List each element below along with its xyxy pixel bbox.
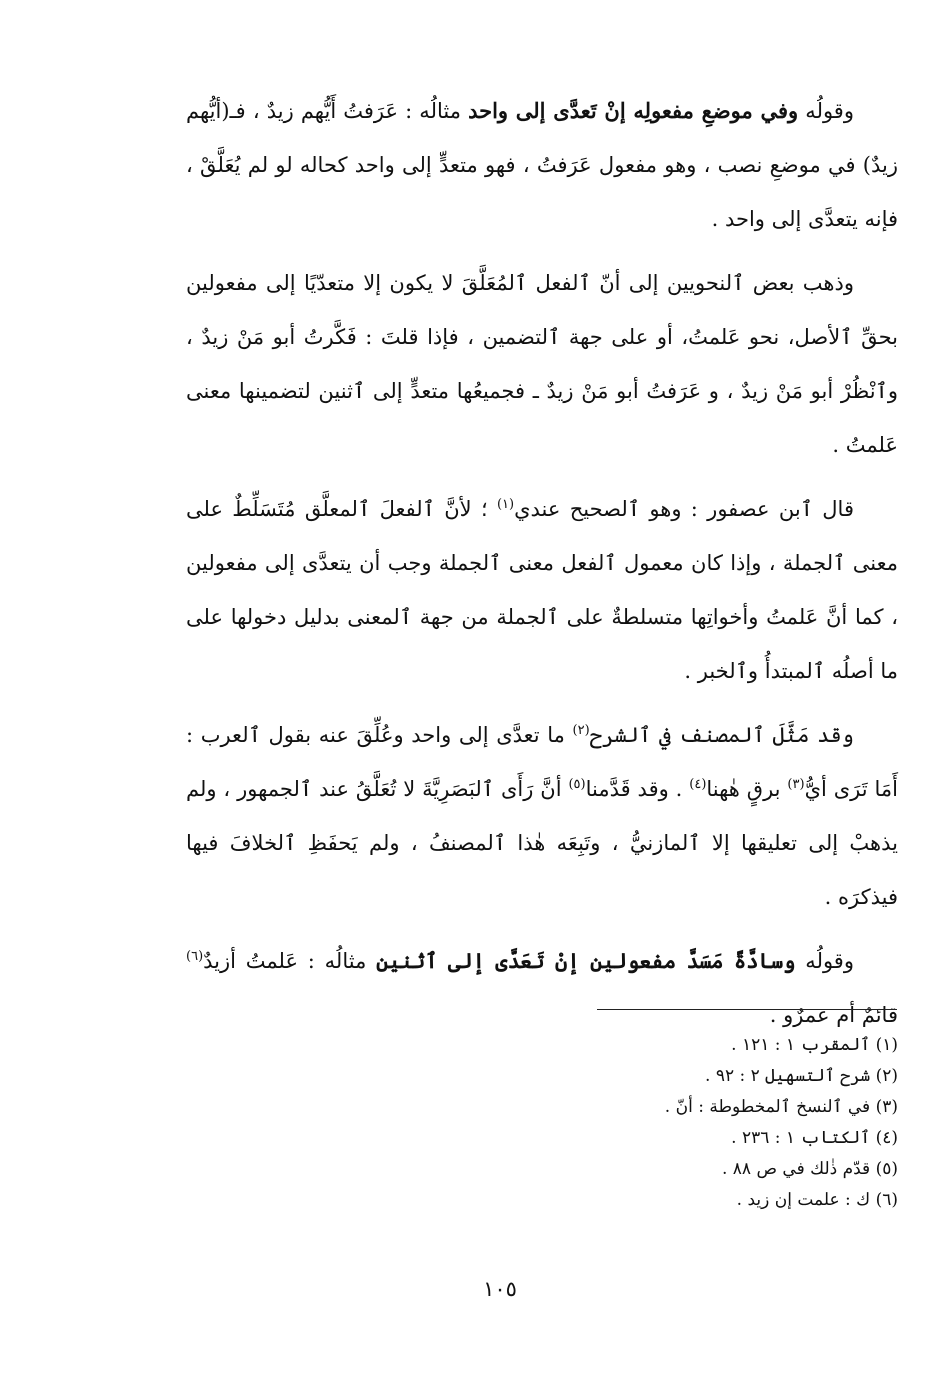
page-number: ١٠٥ [483, 1277, 517, 1301]
paragraph [186, 934, 898, 1042]
matn-quote: وفي موضعِ مفعولِه إنْ تَعدَّى إلى واحد [468, 98, 799, 123]
text-span: وقولُه [795, 949, 854, 973]
paragraph [186, 482, 898, 698]
footnote: (٤) ٱلكتاب ١ : ٢٣٦ . [731, 1128, 898, 1148]
text-span: ؛ لأنَّ ٱلفعلَ ٱلمعلَّق مُتَسَلِّطٌ على معنى ٱلجملة ، وإذا كان معمول ٱلفعل معنى ٱلجملة وجب أن يتعدَّى إلى مفعولين ، كما أنَّ عَلمتُ وأخواتِها متسلطةٌ على ٱلجملة من جهة ٱلمعنى بدليل دخولها على ما أصلُه ٱلمبتدأُ وٱلخبر . [186, 497, 898, 683]
footnote: (٢) شرح ٱلتسهيل ٢ : ٩٢ . [705, 1066, 898, 1086]
text-span: مثالُه : عَرَفتُ أَيُّهم زيدٌ ، فـ(أيُّهم زيدٌ) في موضعِ نصب ، وهو مفعول عَرَفتُ ، فهو متعدٍّ إلى واحد كحاله لو لم يُعَلَّقْ ، فإنه يتعدَّى إلى واحد . [186, 99, 898, 231]
footnote-divider [597, 1009, 897, 1010]
footnote-reference: (٤) [689, 777, 707, 792]
text-span: أنَّ رَأَى ٱلبَصَرِيَّةَ لا تُعَلَّقُ عند ٱلجمهور ، ولم يذهبْ إلى تعليقها إلا ٱلمازنيُّ ، وتَبِعَه هٰذا ٱلمصنفُ ، ولم يَحفَظِ ٱلخلافَ فيها فيذكرَه . [186, 777, 898, 909]
text-span: وقد مَثَّلَ ٱلمصنف في ٱلشرح [589, 723, 854, 747]
footnote-reference: (٢) [572, 723, 590, 738]
text-span: وذهب بعض ٱلنحويين إلى أنّ ٱلفعل ٱلمُعَلَّقَ لا يكون إلا متعدّيًا إلى مفعولين بحقِّ ٱلأصل، نحو عَلمتُ، أو على جهة ٱلتضمين ، فإذا قلتَ : فَكَّرتُ أبو مَنْ زيدٌ ، وٱنْظُرْ أبو مَنْ زيدٌ ، و عَرَفتُ أبو مَنْ زيدٌ ـ فجميعُها متعدٍّ إلى ٱثنين لتضمينها معنى عَلمتُ . [186, 271, 898, 457]
text-span: ما تعدَّى إلى واحد وعُلِّقَ عنه بقول ٱلعرب : أَمَا تَرَى أيُّ [186, 723, 898, 801]
text-span: وقولُه [798, 99, 854, 123]
text-span: قال ٱبن عصفور : وهو ٱلصحيح عندي [514, 497, 854, 521]
footnote-reference: (٦) [186, 949, 204, 964]
paragraph [186, 84, 898, 246]
text-span: . وقد قَدَّمنا [585, 777, 690, 801]
matn-quote: وسادَّةً مَسَدَّ مفعولين إنْ تَعَدَّى إلى ٱثنين [376, 948, 796, 973]
text-span: مثالُه : عَلمتُ أزيدٌ [203, 949, 377, 973]
text-span: قائمٌ أم عمرٌو . [769, 1003, 898, 1027]
footnote-reference: (٥) [568, 777, 586, 792]
footnote: (٦) ك : علمت إن زيد . [736, 1190, 898, 1210]
paragraph [186, 708, 898, 924]
main-text [186, 84, 898, 1052]
footnote: (٥) قدّم ذٰلك في ص ٨٨ . [721, 1159, 898, 1179]
footnotes-list [500, 1030, 898, 1216]
text-span: برقٍ هٰهنا [706, 777, 788, 801]
footnote: (١) ٱلمقرب ١ : ١٢١ . [731, 1035, 898, 1055]
footnote-reference: (١) [496, 497, 515, 512]
paragraph [186, 256, 898, 472]
footnote: (٣) في ٱلنسخ ٱلمخطوطة : أنّ . [664, 1097, 898, 1117]
footnote-reference: (٣) [787, 777, 805, 792]
